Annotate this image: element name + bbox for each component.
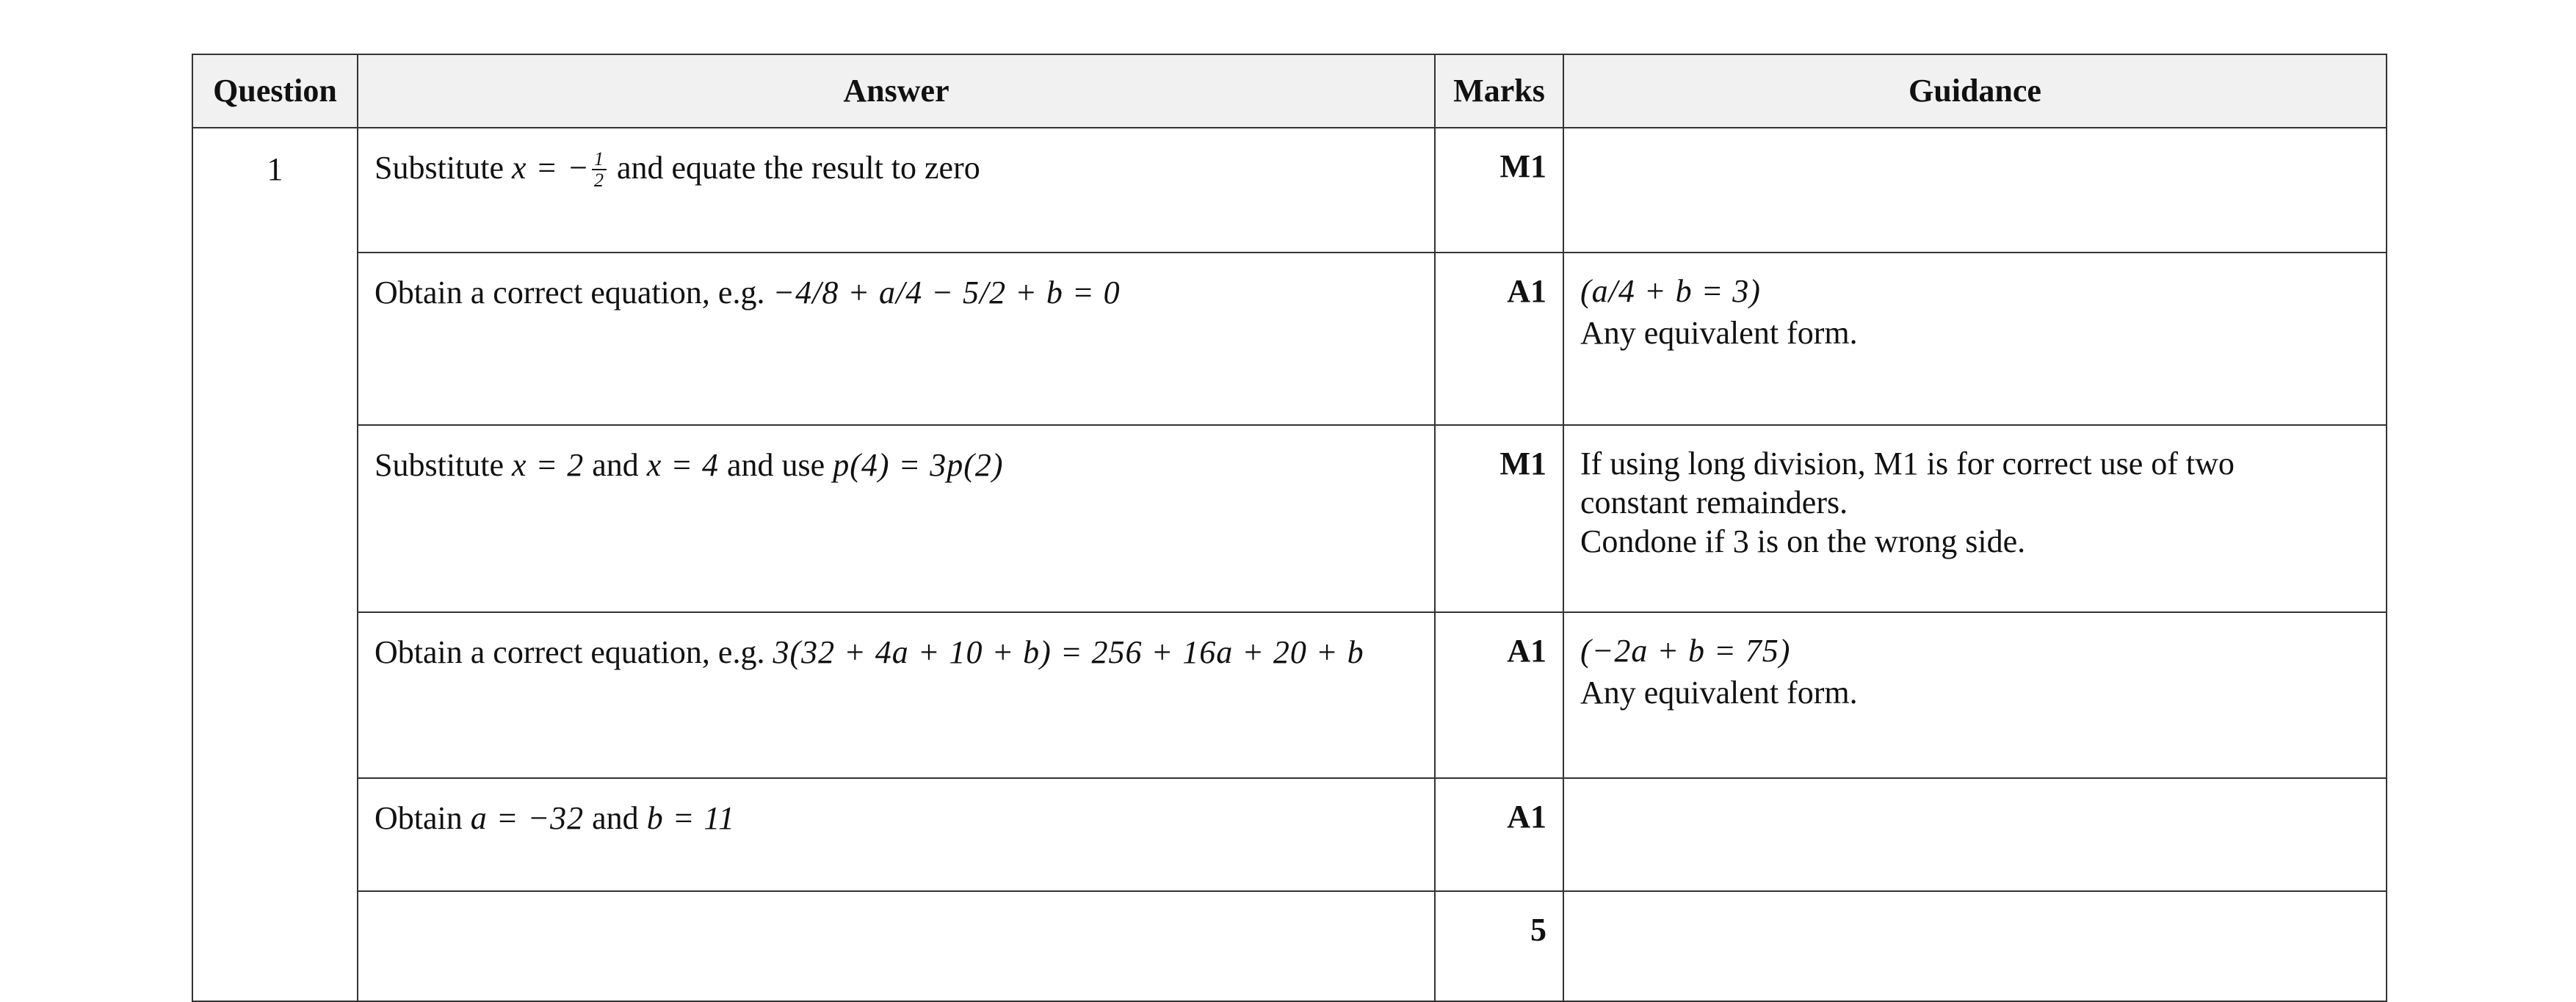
table-row-total	[192, 891, 2387, 1001]
header-guidance: Guidance	[1563, 54, 2387, 128]
answer-cell	[358, 778, 1435, 891]
marks-cell: A1	[1435, 778, 1563, 891]
answer-math-expr: x = −	[512, 150, 590, 186]
answer-text: and	[584, 447, 647, 483]
table-row	[192, 778, 2387, 891]
answer-cell	[358, 612, 1435, 778]
guidance-cell	[1563, 425, 2387, 612]
marks-cell: A1	[1435, 253, 1563, 425]
guidance-math: (−2a + b = 75)	[1580, 633, 1791, 669]
answer-math: a = −32	[470, 800, 585, 836]
answer-math: b = 11	[646, 800, 736, 836]
answer-text: Obtain a correct equation, e.g.	[375, 275, 773, 311]
guidance-line: Condone if 3 is on the wrong side.	[1580, 523, 2026, 559]
guidance-line: Any equivalent form.	[1580, 674, 1858, 711]
answer-text: and	[584, 800, 647, 836]
fraction-numerator: 1	[592, 149, 607, 170]
header-marks: Marks	[1435, 54, 1563, 128]
guidance-cell	[1563, 778, 2387, 891]
guidance-cell	[1563, 253, 2387, 425]
fraction	[592, 149, 607, 191]
guidance-cell	[1563, 612, 2387, 778]
answer-cell	[358, 891, 1435, 1001]
answer-text: and equate the result to zero	[608, 150, 980, 186]
fraction-denominator: 2	[593, 169, 604, 191]
answer-text: Substitute	[375, 150, 513, 186]
answer-math: 3(32 + 4a + 10 + b) = 256 + 16a + 20 + b	[773, 634, 1364, 670]
guidance-line: constant remainders.	[1580, 484, 1848, 520]
answer-cell	[358, 253, 1435, 425]
guidance-cell	[1563, 128, 2387, 253]
table-row	[192, 425, 2387, 612]
guidance-line: Any equivalent form.	[1580, 314, 1858, 351]
header-row	[192, 54, 2387, 128]
answer-text: Obtain	[375, 800, 471, 836]
table-row	[192, 253, 2387, 425]
guidance-math: (a/4 + b = 3)	[1580, 273, 1761, 309]
question-number: 1	[192, 128, 358, 1001]
answer-math: p(4) = 3p(2)	[833, 447, 1004, 483]
total-marks-cell: 5	[1435, 891, 1563, 1001]
answer-math	[512, 148, 609, 191]
answer-cell	[358, 425, 1435, 612]
header-answer: Answer	[358, 54, 1435, 128]
table-row	[192, 128, 2387, 253]
answer-text: Obtain a correct equation, e.g.	[375, 634, 773, 670]
guidance-line: If using long division, M1 is for correct use of two	[1580, 446, 2235, 482]
answer-math: x = 4	[646, 447, 720, 483]
guidance-cell	[1563, 891, 2387, 1001]
marks-cell: A1	[1435, 612, 1563, 778]
mark-scheme-table	[192, 54, 2387, 1002]
answer-cell	[358, 128, 1435, 253]
answer-text: Substitute	[375, 447, 513, 483]
marks-cell: M1	[1435, 128, 1563, 253]
header-question: Question	[192, 54, 358, 128]
answer-math: x = 2	[512, 447, 585, 483]
table-row	[192, 612, 2387, 778]
answer-math: −4/8 + a/4 − 5/2 + b = 0	[773, 275, 1121, 311]
marks-cell: M1	[1435, 425, 1563, 612]
answer-text: and use	[719, 447, 833, 483]
